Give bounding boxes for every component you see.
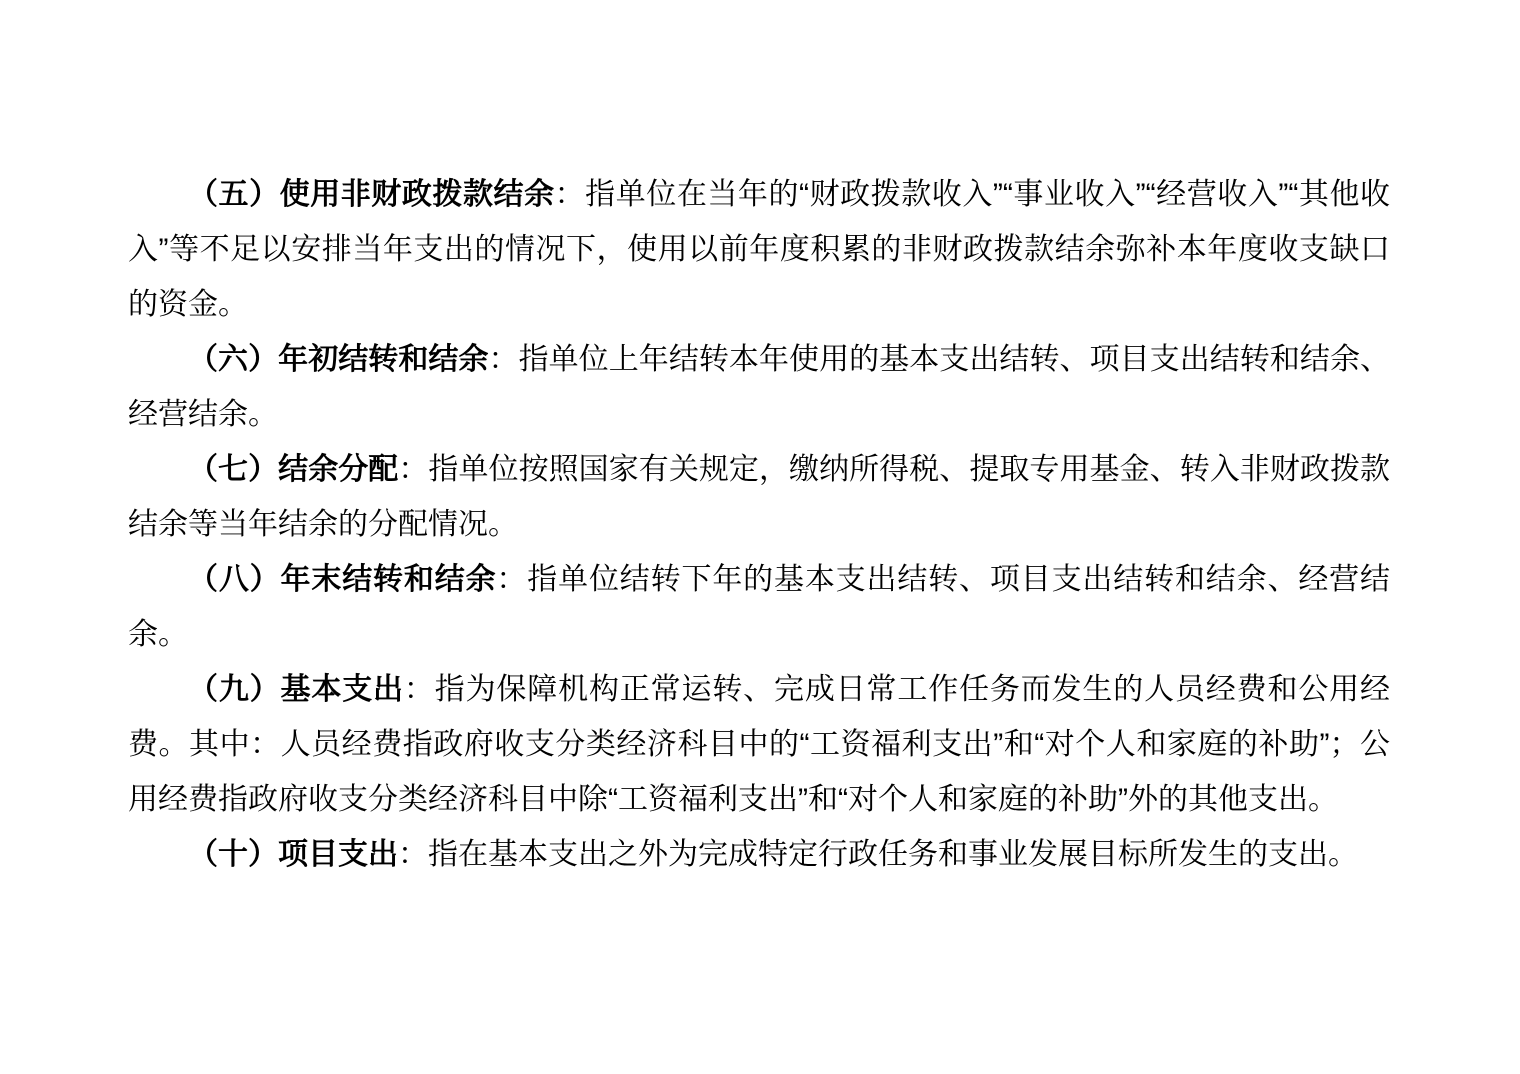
paragraph-term-label: （八）年末结转和结余 [188, 563, 497, 596]
paragraph-term-label: （五）使用非财政拨款结余 [188, 178, 555, 211]
paragraph-term-label: （十）项目支出 [188, 838, 398, 871]
paragraph-definition-text: ：指单位上年结转本年使用的基本支出结转、项目支出结转和结余、经营结余。 [128, 343, 1391, 431]
paragraph-term-label: （九）基本支出 [188, 673, 404, 706]
paragraph-definition-text: ：指单位在当年的“财政拨款收入”“事业收入”“经营收入”“其他收入”等不足以安排当年支出的情况下，使用以前年度积累的非财政拨款结余弥补本年度收支缺口的资金。 [128, 178, 1390, 321]
document-body [128, 167, 1390, 882]
paragraph-definition-text: ：指为保障机构正常运转、完成日常工作任务而发生的人员经费和公用经费。其中：人员经费指政府收支分类经济科目中的“工资福利支出”和“对个人和家庭的补助”；公用经费指政府收支分类经济科目中除“工资福利支出”和“对个人和家庭的补助”外的其他支出。 [128, 673, 1391, 816]
definition-paragraph-item-9 [128, 662, 1390, 827]
paragraph-definition-text: ：指在基本支出之外为完成特定行政任务和事业发展目标所发生的支出。 [398, 838, 1358, 871]
definition-paragraph-item-8 [128, 552, 1390, 662]
paragraph-definition-text: ：指单位结转下年的基本支出结转、项目支出结转和结余、经营结余。 [128, 563, 1390, 651]
paragraph-term-label: （六）年初结转和结余 [188, 343, 489, 376]
definition-paragraph-item-6 [128, 332, 1390, 442]
paragraph-term-label: （七）结余分配 [188, 453, 399, 486]
definition-paragraph-item-5 [128, 167, 1390, 332]
definition-paragraph-item-7 [128, 442, 1390, 552]
definition-paragraph-item-10 [128, 827, 1390, 882]
paragraph-definition-text: ：指单位按照国家有关规定，缴纳所得税、提取专用基金、转入非财政拨款结余等当年结余的分配情况。 [128, 453, 1390, 541]
